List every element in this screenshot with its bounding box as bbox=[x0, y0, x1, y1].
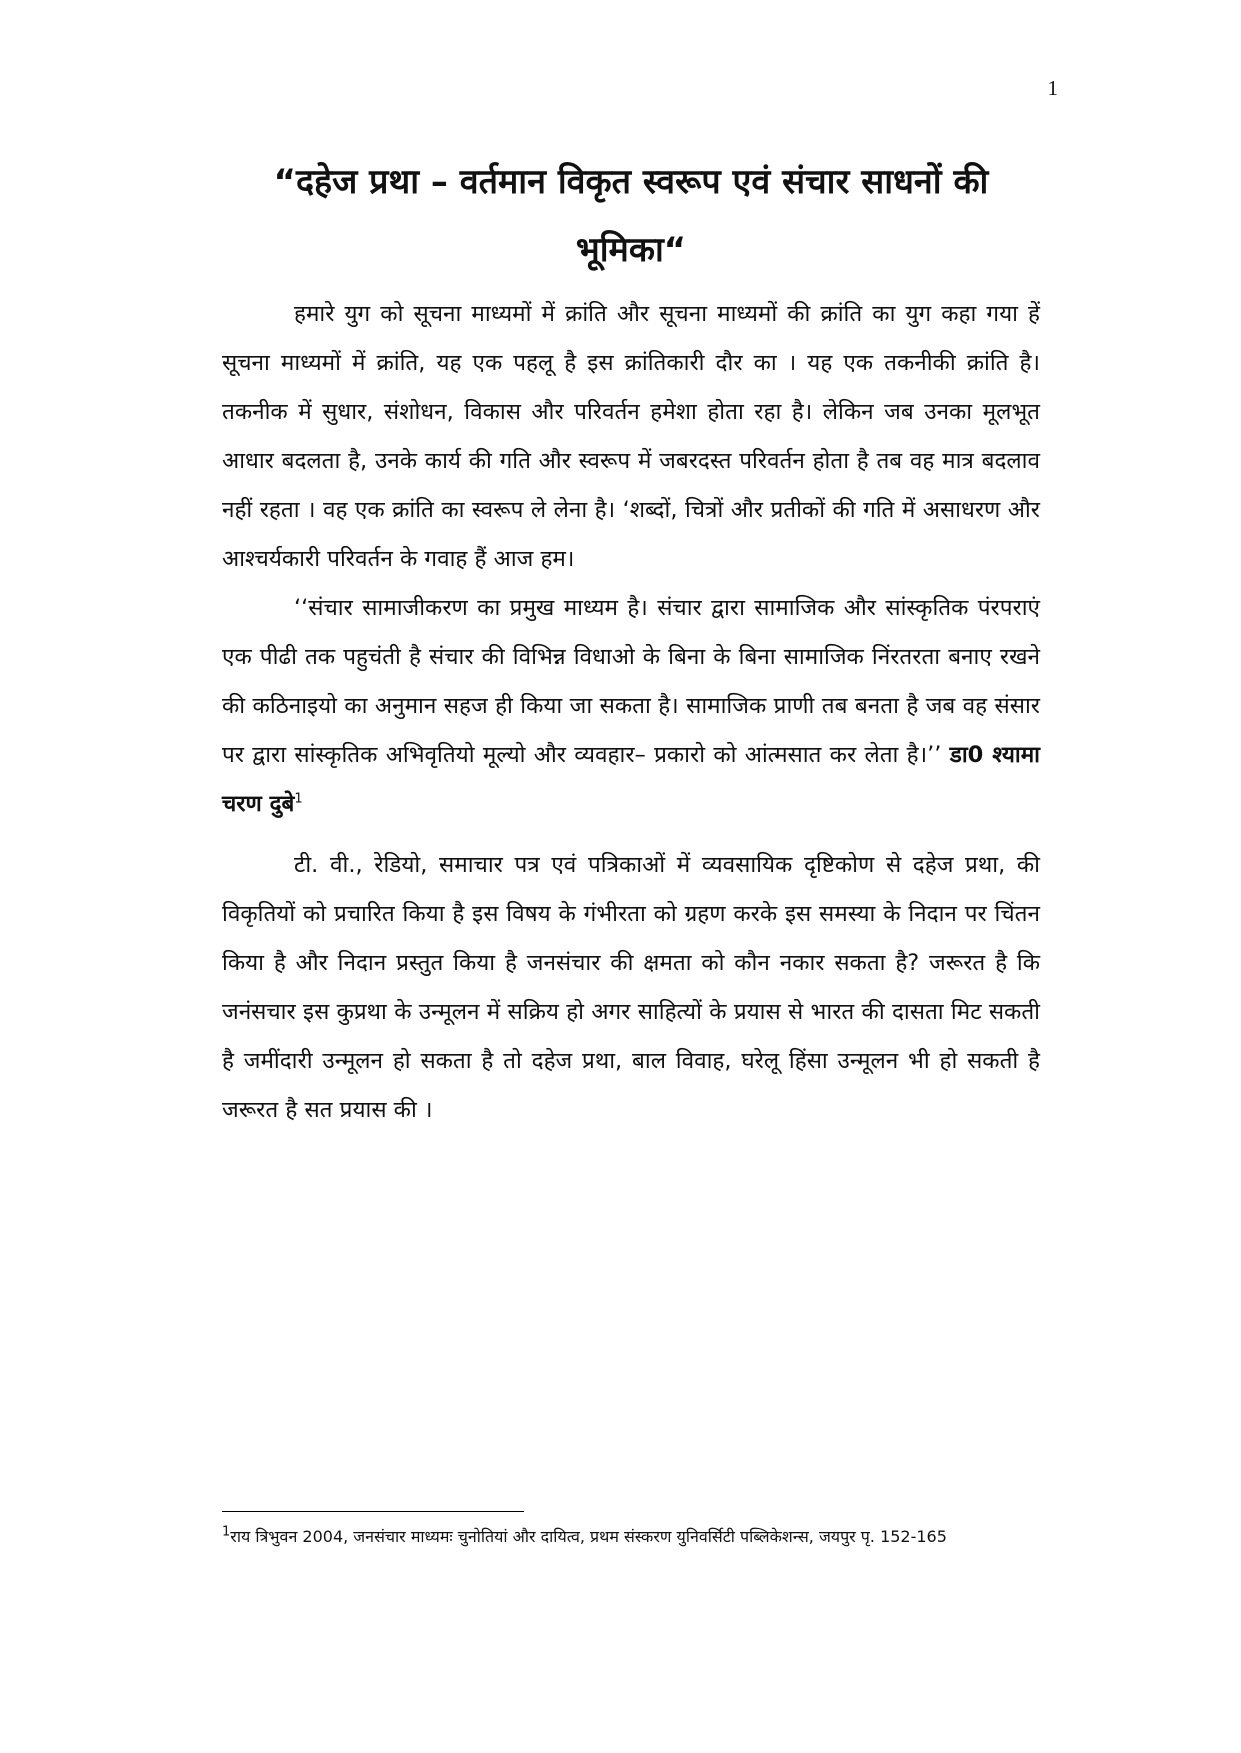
page-number: 1 bbox=[1047, 76, 1058, 100]
body-text bbox=[222, 290, 1040, 1135]
footnote-mark: 1 bbox=[222, 1524, 231, 1540]
citation-author: डा0 श्यामा चरण दुबे bbox=[222, 742, 1041, 817]
document-title: “दहेज प्रथा – वर्तमान विकृत स्वरूप एवं संचार साधनों की भूमिका“ bbox=[273, 162, 989, 270]
footnote-separator bbox=[222, 1511, 524, 1512]
paragraph-3: टी. वी., रेडियो, समाचार पत्र एवं पत्रिकाओं में व्यवसायिक दृष्टिकोण से दहेज प्रथा, की विकृतियों को प्रचारित किया है इस विषय के गंभीरता को ग्रहण करके इस समस्या के निदान पर चिंतन किया है और निदान प्रस्तुत किया है जनसंचार की क्षमता को कौन नकार सकता है? जरूरत है कि जनंसचार इस कुप्रथा के उन्मूलन में सक्रिय हो अगर साहित्यों के प्रयास से भारत की दासता मिट सकती है जमींदारी उन्मूलन हो सकता है तो दहेज प्रथा, बाल विवाह, घरेलू हिंसा उन्मूलन भी हो सकती है जरूरत है सत प्रयास की । bbox=[222, 852, 1040, 1123]
footnote-text: राय त्रिभुवन 2004, जनसंचार माध्यमः चुनोतियां और दायित्व, प्रथम संस्करण युनिवर्सिटी पब्लिकेशन्स, जयपुर पृ. 152-165 bbox=[230, 1527, 947, 1546]
paragraph-2 bbox=[222, 584, 1040, 829]
footnote-reference: 1 bbox=[294, 791, 303, 807]
quote-text: ‘‘संचार सामाजीकरण का प्रमुख माध्यम है। संचार द्वारा सामाजिक और सांस्कृतिक पंरपराएं एक पीढी तक पहुचंती है संचार की विभिन्न विधाओ के बिना के बिना सामाजिक निंरतरता बनाए रखने की कठिनाइयो का अनुमान सहज ही किया जा सकता है। सामाजिक प्राणी तब बनता है जब वह संसार पर द्वारा सांस्कृतिक अभिवृतियो मूल्यो और व्यवहार– प्रकारो को आंत्मसात कर लेता है।’’ bbox=[222, 595, 1040, 768]
paragraph-1: हमारे युग को सूचना माध्यमों में क्रांति और सूचना माध्यमों की क्रांति का युग कहा गया हें सूचना माध्यमों में क्रांति, यह एक पहलू है इस क्रांतिकारी दौर का । यह एक तकनीकी क्रांति है। तकनीक में सुधार, संशोधन, विकास और परिवर्तन हमेशा होता रहा है। लेकिन जब उनका मूलभूत आधार बदलता है, उनके कार्य की गति और स्वरूप में जबरदस्त परिवर्तन होता है तब वह मात्र बदलाव नहीं रहता । वह एक क्रांति का स्वरूप ले लेना है। ‘शब्दों, चित्रों और प्रतीकों की गति में असाधरण और आश्चर्यकारी परिवर्तन के गवाह हैं आज हम। bbox=[222, 301, 1040, 572]
footnote bbox=[222, 1524, 1040, 1550]
